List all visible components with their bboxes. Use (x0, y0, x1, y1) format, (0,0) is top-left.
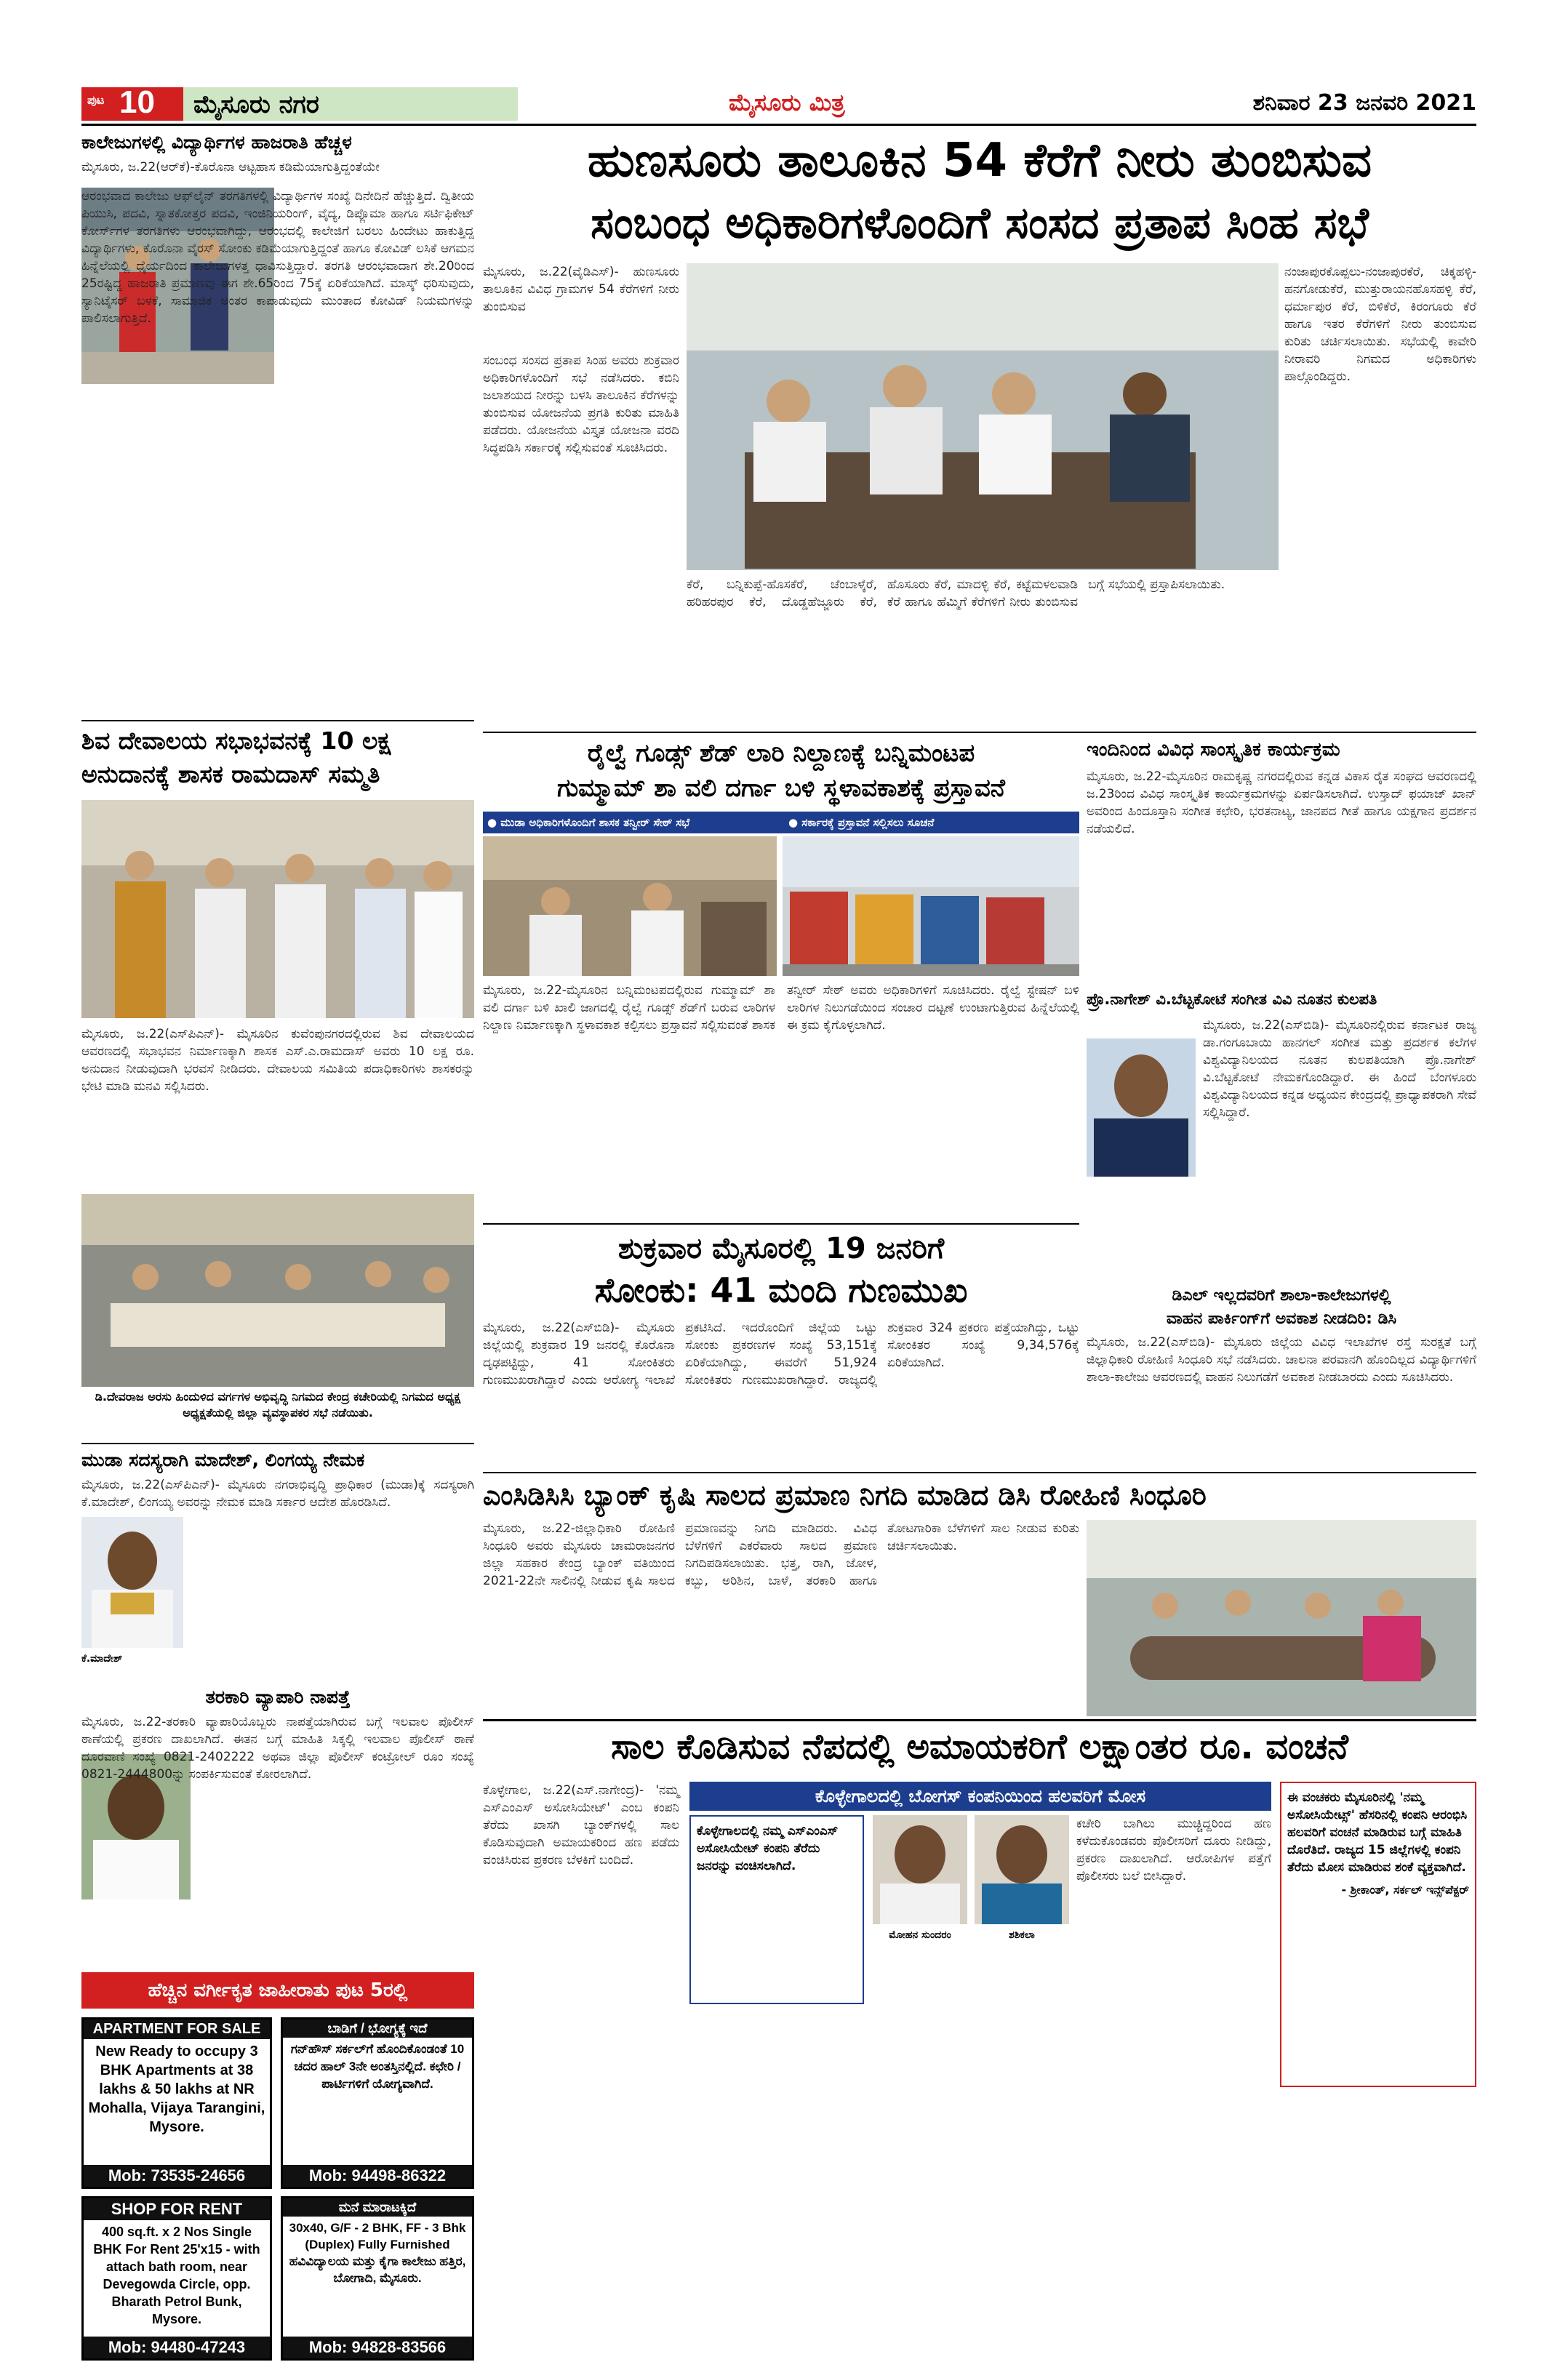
section-title-box (183, 87, 518, 121)
ad1-phone: Mob: 73535-24656 (84, 2165, 270, 2187)
covid-body: ಮೈಸೂರು, ಜ.22(ಎಸ್‌ಬಿಡಿ)- ಮೈಸೂರು ಜಿಲ್ಲೆಯಲ್ಲಿ ಶುಕ್ರವಾರ 19 ಜನರಲ್ಲಿ ಕೊರೊನಾ ದೃಢಪಟ್ಟಿದ್ದು, 41 ಸೋಂಕಿತರು ಗುಣಮುಖರಾಗಿದ್ದಾರೆ ಎಂದು ಆರೋಗ್ಯ ಇಲಾಖೆ ಪ್ರಕಟಿಸಿದೆ. ಇದರೊಂದಿಗೆ ಜಿಲ್ಲೆಯ ಒಟ್ಟು ಸೋಂಕು ಪ್ರಕರಣಗಳ ಸಂಖ್ಯೆ 53,151ಕ್ಕೆ ಏರಿಕೆಯಾಗಿದ್ದು, ಈವರೆಗೆ 51,924 ಸೋಂಕಿತರು ಗುಣಮುಖರಾಗಿದ್ದಾರೆ. ರಾಜ್ಯದಲ್ಲಿ ಶುಕ್ರವಾರ 324 ಪ್ರಕರಣ ಪತ್ತೆಯಾಗಿದ್ದು, ಒಟ್ಟು ಸೋಂಕಿತರ ಸಂಖ್ಯೆ 9,34,576ಕ್ಕೆ ಏರಿಕೆಯಾಗಿದೆ. (483, 1321, 1079, 1388)
ad-apartment-for-sale (81, 2017, 272, 2189)
ad2-body: ಗನ್‌ಹೌಸ್ ಸರ್ಕಲ್‌ಗೆ ಹೊಂದಿಕೊಂಡಂತೆ 10 ಚದರ ಹಾಲ್ 3ನೇ ಅಂತಸ್ತಿನಲ್ಲಿದೆ. ಕಛೇರಿ / ಪಾರ್ಟಿಗಳಿಗೆ ಯೋಗ್ಯವಾಗಿದೆ. (290, 2042, 465, 2091)
vc-story (1087, 988, 1476, 1278)
railway-subcaption-bar (483, 812, 1079, 833)
vc-headline: ಪ್ರೊ.ನಾಗೇಶ್ ವಿ.ಬೆಟ್ಟಕೋಟೆ ಸಂಗೀತ ವಿವಿ ನೂತನ ಕುಲಪತಿ (1087, 990, 1377, 1008)
dc-meeting-photo (1087, 1520, 1476, 1716)
missing-story (81, 1684, 474, 1975)
page-label: ಪುಟ (87, 93, 105, 107)
ad4-body: 30x40, G/F - 2 BHK, FF - 3 Bhk (Duplex) Fully Furnished ಹವಿವಿದ್ಯಾಲಯ ಮತ್ತು ಕೈಗಾ ಕಾಲೇಜು ಹತ್ತಿರ, ಬೋಗಾದಿ, ಮೈಸೂರು. (289, 2221, 466, 2285)
ad2-heading: ಬಾಡಿಗೆ / ಭೋಗ್ಯಕ್ಕೆ ಇದೆ (283, 2019, 472, 2038)
page-number-box (81, 87, 183, 121)
fraud-byline: - ಶ್ರೀಕಾಂತ್, ಸರ್ಕಲ್ ಇನ್ಸ್‌ಪೆಕ್ಟರ್ (1341, 1883, 1469, 1897)
left-top-body: ಆರಂಭವಾದ ಕಾಲೇಜು ಆಫ್‌ಲೈನ್ ತರಗತಿಗಳಲ್ಲಿ ವಿದ್ಯಾರ್ಥಿಗಳ ಸಂಖ್ಯೆ ದಿನೇದಿನೆ ಹೆಚ್ಚುತ್ತಿದೆ. ದ್ವಿತೀಯ ಪಿಯುಸಿ, ಪದವಿ, ಸ್ನಾತಕೋತ್ತರ ಪದವಿ, ಇಂಜಿನಿಯರಿಂಗ್, ವೈದ್ಯ, ಡಿಪ್ಲೊಮಾ ಹಾಗೂ ಸರ್ಟಿಫಿಕೇಟ್ ಕೋರ್ಸ್‌ಗಳ ತರಗತಿಗಳು ಆರಂಭವಾಗಿದ್ದು, ಆರಂಭದಲ್ಲಿ ಕಾಲೇಜಿಗೆ ಬರಲು ಹಿಂದೇಟು ಹಾಕುತ್ತಿದ್ದ ವಿದ್ಯಾರ್ಥಿಗಳು, ಕೊರೊನಾ ವೈರಸ್ ಸೋಂಕು ಕಡಿಮೆಯಾಗುತ್ತಿದ್ದಂತೆ ಹಾಗೂ ಕೋವಿಡ್ ಲಸಿಕೆ ಆಗಮನ ಹಿನ್ನೆಲೆಯಲ್ಲಿ ಧೈರ್ಯದಿಂದ ಕಾಲೇಜುಗಳತ್ತ ಧಾವಿಸುತ್ತಿದ್ದಾರೆ. ತರಗತಿ ಆರಂಭವಾದಾಗ ಶೇ.20ರಿಂದ 25ರಷ್ಟಿದ್ದ ಹಾಜರಾತಿ ಪ್ರಮಾಣವು ಈಗ ಶೇ.65ರಿಂದ 75ಕ್ಕೆ ಏರಿಕೆಯಾಗಿದೆ. ಮಾಸ್ಕ್ ಧರಿಸುವುದು, ಸ್ಯಾನಿಟೈಸರ್ ಬಳಕೆ, ಸಾಮಾಜಿಕ ಅಂತರ ಕಾಪಾಡುವುದು ಮುಂತಾದ ಕೋವಿಡ್ ನಿಯಮಗಳನ್ನು ಪಾಲಿಸಲಾಗುತ್ತಿದೆ. (81, 189, 474, 326)
fraud-body-2: ಕಚೇರಿ ಬಾಗಿಲು ಮುಚ್ಚಿದ್ದರಿಂದ ಹಣ ಕಳೆದುಕೊಂಡವರು ಪೊಲೀಸರಿಗೆ ದೂರು ನೀಡಿದ್ದು, ಪ್ರಕರಣ ದಾಖಲಾಗಿದೆ. ಆರೋಪಿಗಳ ಪತ್ತೆಗೆ ಪೊಲೀಸರು ಬಲೆ ಬೀಸಿದ್ದಾರೆ. (1076, 1817, 1271, 1883)
shiva-headline-1: ಶಿವ ದೇವಾಲಯ ಸಭಾಭವನಕ್ಕೆ 10 ಲಕ್ಷ (81, 726, 391, 755)
left-top-story (81, 129, 474, 718)
covid-headline-2: ಸೋಂಕು: 41 ಮಂದಿ ಗುಣಮುಖ (594, 1270, 968, 1310)
ad-rent-lease (281, 2017, 474, 2189)
muda-headline: ಮುಡಾ ಸದಸ್ಯರಾಗಿ ಮಾದೇಶ್, ಲಿಂಗಯ್ಯ ನೇಮಕ (81, 1449, 365, 1470)
railway-story (483, 736, 1079, 1216)
shiva-body: ಮೈಸೂರು, ಜ.22(ಎಸ್‌ಪಿಎನ್)- ಮೈಸೂರಿನ ಕುವೆಂಪುನಗರದಲ್ಲಿರುವ ಶಿವ ದೇವಾಲಯದ ಆವರಣದಲ್ಲಿ ಸಭಾಭವನ ನಿರ್ಮಾಣಕ್ಕಾಗಿ ಶಾಸಕ ಎಸ್.ಎ.ರಾಮದಾಸ್ ಅವರು 10 ಲಕ್ಷ ರೂ. ಅನುದಾನ ನೀಡುವುದಾಗಿ ಭರವಸೆ ನೀಡಿದರು. ದೇವಾಲಯ ಸಮಿತಿಯ ಪದಾಧಿಕಾರಿಗಳು ಶಾಸಕರನ್ನು ಭೇಟಿ ಮಾಡಿ ಮನವಿ ಸಲ್ಲಿಸಿದರು. (81, 1027, 474, 1094)
parking-story (1087, 1284, 1476, 1469)
backward-classes-meeting-photo (81, 1194, 474, 1387)
missing-body: ಮೈಸೂರು, ಜ.22-ತರಕಾರಿ ವ್ಯಾಪಾರಿಯೊಬ್ಬರು ನಾಪತ್ತೆಯಾಗಿರುವ ಬಗ್ಗೆ ಇಲವಾಲ ಪೊಲೀಸ್ ಠಾಣೆಯಲ್ಲಿ ಪ್ರಕರಣ ದಾಖಲಾಗಿದೆ. ಈತನ ಬಗ್ಗೆ ಮಾಹಿತಿ ಸಿಕ್ಕಲ್ಲಿ ಇಲವಾಲ ಪೊಲೀಸ್ ಠಾಣೆ ದೂರವಾಣಿ ಸಂಖ್ಯೆ 0821-2402222 ಅಥವಾ ಜಿಲ್ಲಾ ಪೊಲೀಸ್ ಕಂಟ್ರೋಲ್ ರೂಂ ಸಂಖ್ಯೆ 0821-2444800ನ್ನು ಸಂಪರ್ಕಿಸುವಂತೆ ಕೋರಲಾಗಿದೆ. (81, 1715, 474, 1782)
missing-headline: ತರಕಾರಿ ವ್ಯಾಪಾರಿ ನಾಪತ್ತೆ (205, 1686, 351, 1708)
pratap-simha-meeting-photo (687, 263, 1279, 570)
madesh-caption: ಕೆ.ಮಾದೇಶ್ (81, 1653, 123, 1665)
classified-banner-text: ಹೆಚ್ಚಿನ ವರ್ಗೀಕೃತ ಜಾಹೀರಾತು ಪುಟ 5ರಲ್ಲಿ (148, 1979, 408, 2001)
section-title: ಮೈಸೂರು ನಗರ (193, 90, 319, 119)
ad4-heading: ಮನೆ ಮಾರಾಟಕ್ಕಿದೆ (283, 2198, 472, 2217)
main-story-body-right: ನಂಜಾಪುರಕೊಪ್ಪಲು-ನಂಜಾಪುರಕೆರೆ, ಚಿಕ್ಕಹಳ್ಳಿ-ಹನಗೋಡುಕೆರೆ, ಮುತ್ತುರಾಯನಹೊಸಹಳ್ಳಿ ಕೆರೆ, ಧರ್ಮಾಪುರ ಕೆರೆ, ಬಿಳಿಕೆರೆ, ಕಿರಂಗೂರು ಕೆರೆ ಹಾಗೂ ಇತರ ಕೆರೆಗಳಿಗೆ ನೀರು ತುಂಬಿಸುವ ಕುರಿತು ಚರ್ಚಿಸಲಾಯಿತು. ಸಭೆಯಲ್ಲಿ ಕಾವೇರಿ ನೀರಾವರಿ ನಿಗಮದ ಅಧಿಕಾರಿಗಳು ಪಾಲ್ಗೊಂಡಿದ್ದರು. (1284, 265, 1476, 384)
culture-body: ಮೈಸೂರು, ಜ.22-ಮೈಸೂರಿನ ರಾಮಕೃಷ್ಣ ನಗರದಲ್ಲಿರುವ ಕನ್ನಡ ವಿಕಾಸ ರೈತ ಸಂಘದ ಆವರಣದಲ್ಲಿ ಜ.23ರಿಂದ ವಿವಿಧ ಸಾಂಸ್ಕೃತಿಕ ಕಾರ್ಯಕ್ರಮಗಳನ್ನು ಏರ್ಪಡಿಸಲಾಗಿದೆ. ಉಸ್ತಾದ್ ಫಯಾಜ್ ಖಾನ್ ಅವರಿಂದ ಹಿಂದೂಸ್ತಾನಿ ಸಂಗೀತ ಕಛೇರಿ, ಭರತನಾಟ್ಯ, ಜಾನಪದ ಗೀತೆ ಹಾಗೂ ಯಕ್ಷಗಾನ ಪ್ರದರ್ಶನ ನಡೆಯಲಿದೆ. (1087, 769, 1476, 836)
fraud-right-text: ಈ ವಂಚಕರು ಮೈಸೂರಿನಲ್ಲಿ 'ನಮ್ಮ ಅಸೋಸಿಯೇಟ್ಸ್' ಹೆಸರಿನಲ್ಲಿ ಕಂಪನಿ ಆರಂಭಿಸಿ ಹಲವರಿಗೆ ವಂಚನೆ ಮಾಡಿರುವ ಬಗ್ಗೆ ಮಾಹಿತಿ ದೊರೆತಿದೆ. ರಾಜ್ಯದ 15 ಜಿಲ್ಲೆಗಳಲ್ಲಿ ಕಂಪನಿ ತೆರೆದು ಮೋಸ ಮಾಡಿರುವ ಶಂಕೆ ವ್ಯಕ್ತವಾಗಿದೆ. (1287, 1790, 1468, 1875)
shiva-temple-story (81, 724, 474, 1190)
muda-body-continued (191, 1520, 474, 1665)
fraud-headline: ಸಾಲ ಕೊಡಿಸುವ ನೆಪದಲ್ಲಿ ಅಮಾಯಕರಿಗೆ ಲಕ್ಷಾಂತರ ರೂ. ವಂಚನೆ (611, 1726, 1348, 1767)
railway-headline-2: ಗುಮ್ಮಾಮ್ ಶಾ ವಲಿ ದರ್ಗಾ ಬಳಿ ಸ್ಥಳಾವಕಾಶಕ್ಕೆ ಪ್ರಸ್ತಾವನೆ (556, 774, 1006, 803)
culture-story (1087, 736, 1476, 983)
ad-house-for-sale (281, 2196, 474, 2361)
muda-rule (81, 1443, 474, 1444)
fraud-story (483, 1724, 1476, 2361)
ad3-heading: SHOP FOR RENT (84, 2198, 270, 2220)
madesh-portrait (81, 1517, 183, 1648)
fraud-body-1: ಕೊಳ್ಳೇಗಾಲ, ಜ.22(ಎಸ್.ನಾಗೇಂದ್ರ)- 'ನಮ್ಮ ಎಸ್‌ಎಂಎಸ್ ಅಸೋಸಿಯೇಟ್' ಎಂಬ ಕಂಪನಿ ತೆರೆದು ಖಾಸಗಿ ಬ್ಯಾಂಕ್‌ಗಳಲ್ಲಿ ಸಾಲ ಕೊಡಿಸುವುದಾಗಿ ಅಮಾಯಕರಿಂದ ಹಣ ಪಡೆದು ವಂಚಿಸಿರುವ ಪ್ರಕರಣ ಬೆಳಕಿಗೆ ಬಂದಿದೆ. (483, 1783, 679, 1867)
ad2-phone: Mob: 94498-86322 (283, 2165, 472, 2187)
parking-body: ಮೈಸೂರು, ಜ.22(ಎಸ್‌ಬಿಡಿ)- ಮೈಸೂರು ಜಿಲ್ಲೆಯ ವಿವಿಧ ಇಲಾಖೆಗಳ ರಸ್ತೆ ಸುರಕ್ಷತೆ ಬಗ್ಗೆ ಜಿಲ್ಲಾಧಿಕಾರಿ ರೋಹಿಣಿ ಸಿಂಧೂರಿ ಸಭೆ ನಡೆಸಿದರು. ಚಾಲನಾ ಪರವಾನಗಿ ಹೊಂದಿಲ್ಲದ ವಿದ್ಯಾರ್ಥಿಗಳಿಗೆ ಶಾಲಾ-ಕಾಲೇಜು ಆವರಣದಲ್ಲಿ ವಾಹನ ನಿಲುಗಡೆಗೆ ಅವಕಾಶ ನೀಡಬಾರದು ಎಂದು ಸೂಚಿಸಿದರು. (1087, 1335, 1476, 1385)
page-number: 10 (119, 86, 155, 120)
issue-date: ಶನಿವಾರ 23 ಜನವರಿ 2021 (1252, 90, 1476, 116)
main-story-body-bottom: ಕೆರೆ, ಬನ್ನಿಕುಪ್ಪೆ-ಹೊಸಕೆರೆ, ಚೆಂಬಾಳ್ಕೆರೆ, ಹರಿಹರಪುರ ಕೆರೆ, ದೊಡ್ಡಹೆಜ್ಜೂರು ಕೆರೆ, ಹೊಸೂರು ಕೆರೆ, ಮಾದಳ್ಳಿ ಕೆರೆ, ಕಟ್ಟೆಮಳಲವಾಡಿ ಕೆರೆ ಹಾಗೂ ಹೆಮ್ಮಿಗೆ ಕೆರೆಗಳಿಗೆ ನೀರು ತುಂಬಿಸುವ ಬಗ್ಗೆ ಸಭೆಯಲ್ಲಿ ಪ್ರಸ್ತಾಪಿಸಲಾಯಿತು. (687, 577, 1225, 609)
shashikala-portrait (975, 1815, 1069, 1924)
parking-headline-2: ವಾಹನ ಪಾರ್ಕಿಂಗ್‌ಗೆ ಅವಕಾಶ ನೀಡದಿರಿ: ಡಿಸಿ (1166, 1310, 1397, 1328)
railway-rule (483, 1223, 1079, 1225)
ad3-phone: Mob: 94480-47243 (84, 2337, 270, 2358)
dccb-story (483, 1476, 1476, 1716)
fraud-subhead: ಕೊಳ್ಳೇಗಾಲದಲ್ಲಿ ಬೋಗಸ್ ಕಂಪನಿಯಿಂದ ಹಲವರಿಗೆ ಮೋಸ (815, 1786, 1146, 1806)
parking-headline-1: ಡಿಎಲ್ ಇಲ್ಲದವರಿಗೆ ಶಾಲಾ-ಕಾಲೇಜುಗಳಲ್ಲಿ (1172, 1286, 1391, 1305)
fraud-subhead-bar (689, 1782, 1271, 1811)
main-story-dateline: ಮೈಸೂರು, ಜ.22(ವೈಡಿಎಸ್)- ಹುಣಸೂರು ತಾಲೂಕಿನ ವಿವಿಧ ಗ್ರಾಮಗಳ 54 ಕೆರೆಗಳಿಗೆ ನೀರು ತುಂಬಿಸುವ (483, 265, 679, 314)
main-headline-line1: ಹುಣಸೂರು ತಾಲೂಕಿನ 54 ಕೆರೆಗೆ ನೀರು ತುಂಬಿಸುವ (587, 134, 1372, 188)
header-rule (81, 124, 1476, 126)
railway-subcaption-1: ● ಮುಡಾ ಅಧಿಕಾರಿಗಳೊಂದಿಗೆ ಶಾಸಕ ತನ್ವೀರ್ ಸೇಠ್ ಸಭೆ (487, 816, 690, 829)
culture-headline: ಇಂದಿನಿಂದ ವಿವಿಧ ಸಾಂಸ್ಕೃತಿಕ ಕಾರ್ಯಕ್ರಮ (1087, 739, 1340, 761)
main-story-body-left: ಸಂಬಂಧ ಸಂಸದ ಪ್ರತಾಪ ಸಿಂಹ ಅವರು ಶುಕ್ರವಾರ ಅಧಿಕಾರಿಗಳೊಂದಿಗೆ ಸಭೆ ನಡೆಸಿದರು. ಕಬಿನಿ ಜಲಾಶಯದ ನೀರನ್ನು ಬಳಸಿ ತಾಲೂಕಿನ ಕೆರೆಗಳನ್ನು ತುಂಬಿಸುವ ಯೋಜನೆಯ ಪ್ರಗತಿ ಕುರಿತು ಮಾಹಿತಿ ಪಡೆದರು. ಯೋಜನೆಯ ವಿಸ್ತೃತ ಯೋಜನಾ ವರದಿ ಸಿದ್ಧಪಡಿಸಿ ಸರ್ಕಾರಕ್ಕೆ ಸಲ್ಲಿಸುವಂತೆ ಸೂಚಿಸಿದರು. (483, 353, 679, 455)
temple-committee-photo (81, 800, 474, 1018)
meeting-photo-caption: ಡಿ.ದೇವರಾಜ ಅರಸು ಹಿಂದುಳಿದ ವರ್ಗಗಳ ಅಭಿವೃದ್ಧಿ ನಿಗಮದ ಕೇಂದ್ರ ಕಚೇರಿಯಲ್ಲಿ ನಿಗಮದ ಅಧ್ಯಕ್ಷ ಅಧ್ಯಕ್ಷತೆಯಲ್ಲಿ ಜಿಲ್ಲಾ ವ್ಯವಸ್ಥಾಪಕರ ಸಭೆ ನಡೆಯಿತು. (95, 1390, 461, 1420)
railway-subcaption-2: ● ಸರ್ಕಾರಕ್ಕೆ ಪ್ರಸ್ತಾವನೆ ಸಲ್ಲಿಸಲು ಸೂಚನೆ (788, 816, 935, 829)
muda-body: ಮೈಸೂರು, ಜ.22(ಎಸ್‌ಪಿಎನ್)- ಮೈಸೂರು ನಗರಾಭಿವೃದ್ಧಿ ಪ್ರಾಧಿಕಾರ (ಮುಡಾ)ಕ್ಕೆ ಸದಸ್ಯರಾಗಿ ಕೆ.ಮಾದೇಶ್, ಲಿಂಗಯ್ಯ ಅವರನ್ನು ನೇಮಕ ಮಾಡಿ ಸರ್ಕಾರ ಆದೇಶ ಹೊರಡಿಸಿದೆ. (81, 1478, 474, 1510)
left-top-dateline: ಮೈಸೂರು, ಜ.22(ಆರ್‌ಕೆ)-ಕೊರೊನಾ ಆಟ್ಟಹಾಸ ಕಡಿಮೆಯಾಗುತ್ತಿದ್ದಂತೆಯೇ (81, 160, 380, 175)
fraud-top-rule (483, 1719, 1476, 1721)
ad1-body: New Ready to occupy 3 BHK Apartments at 38 lakhs & 50 lakhs at NR Mohalla, Vijaya Tarangini, Mysore. (88, 2043, 265, 2135)
classified-banner (81, 1972, 474, 2009)
lorries-parking-photo (783, 836, 1079, 976)
railway-headline-1: ರೈಲ್ವೆ ಗೂಡ್ಸ್ ಶೆಡ್ ಲಾರಿ ನಿಲ್ದಾಣಕ್ಕೆ ಬನ್ನಿಮಂಟಪ (587, 739, 975, 768)
shiva-headline-2: ಅನುದಾನಕ್ಕೆ ಶಾಸಕ ರಾಮದಾಸ್ ಸಮ್ಮತಿ (81, 760, 380, 788)
ad1-heading: APARTMENT FOR SALE (84, 2019, 270, 2039)
main-headline (483, 129, 1476, 257)
left-top-headline: ಕಾಲೇಜುಗಳಲ್ಲಿ ವಿದ್ಯಾರ್ಥಿಗಳ ಹಾಜರಾತಿ ಹೆಚ್ಚಳ (81, 132, 352, 153)
dccb-body: ಮೈಸೂರು, ಜ.22-ಜಿಲ್ಲಾಧಿಕಾರಿ ರೋಹಿಣಿ ಸಿಂಧೂರಿ ಅವರು ಮೈಸೂರು ಚಾಮರಾಜನಗರ ಜಿಲ್ಲಾ ಸಹಕಾರ ಕೇಂದ್ರ ಬ್ಯಾಂಕ್ ವತಿಯಿಂದ 2021-22ನೇ ಸಾಲಿನಲ್ಲಿ ನೀಡುವ ಕೃಷಿ ಸಾಲದ ಪ್ರಮಾಣವನ್ನು ನಿಗದಿ ಮಾಡಿದರು. ವಿವಿಧ ಬೆಳೆಗಳಿಗೆ ಎಕರೆವಾರು ಸಾಲದ ಪ್ರಮಾಣ ನಿಗದಿಪಡಿಸಲಾಯಿತು. ಭತ್ತ, ರಾಗಿ, ಜೋಳ, ಕಬ್ಬು, ಅರಿಶಿನ, ಬಾಳೆ, ತರಕಾರಿ ಹಾಗೂ ತೋಟಗಾರಿಕಾ ಬೆಳೆಗಳಿಗೆ ಸಾಲ ನೀಡುವ ಕುರಿತು ಚರ್ಚಿಸಲಾಯಿತು. (483, 1521, 1079, 1588)
main-headline-line2: ಸಂಬಂಧ ಅಧಿಕಾರಿಗಳೊಂದಿಗೆ ಸಂಸದ ಪ್ರತಾಪ ಸಿಂಹ ಸಭೆ (591, 198, 1369, 249)
covid-headline-1: ಶುಕ್ರವಾರ ಮೈಸೂರಲ್ಲಿ 19 ಜನರಿಗೆ (617, 1232, 945, 1265)
tanveer-sait-meeting-photo (483, 836, 777, 976)
nagesh-portrait (1087, 1038, 1196, 1177)
shashikala-caption: ಶಶಿಕಲಾ (1009, 1929, 1035, 1941)
mohan-caption: ಮೋಹನ ಸುಂದರಂ (889, 1929, 951, 1941)
left-top-rule (81, 720, 474, 721)
vc-body: ಮೈಸೂರು, ಜ.22(ಎಸ್‌ಬಿಡಿ)- ಮೈಸೂರಿನಲ್ಲಿರುವ ಕರ್ನಾಟಕ ರಾಜ್ಯ ಡಾ.ಗಂಗೂಬಾಯಿ ಹಾನಗಲ್ ಸಂಗೀತ ಮತ್ತು ಪ್ರದರ್ಶಕ ಕಲೆಗಳ ವಿಶ್ವವಿದ್ಯಾನಿಲಯದ ನೂತನ ಕುಲಪತಿಯಾಗಿ ಪ್ರೊ.ನಾಗೇಶ್ ವಿ.ಬೆಟ್ಟಕೋಟೆ ನೇಮಕಗೊಂಡಿದ್ದಾರೆ. ಈ ಹಿಂದೆ ಬೆಂಗಳೂರು ವಿಶ್ವವಿದ್ಯಾನಿಲಯದ ಕನ್ನಡ ಅಧ್ಯಯನ ಕೇಂದ್ರದಲ್ಲಿ ಪ್ರಾಧ್ಯಾಪಕರಾಗಿ ಸೇವೆ ಸಲ್ಲಿಸಿದ್ದಾರೆ. (1203, 1018, 1476, 1120)
mohan-sundaram-portrait (873, 1815, 967, 1924)
dccb-top-rule (483, 1472, 1476, 1473)
masthead: ಮೈಸೂರು ಮಿತ್ರ (729, 89, 845, 116)
fraud-box-text: ಕೊಳ್ಳೇಗಾಲದಲ್ಲಿ ನಮ್ಮ ಎಸ್‌ಎಂಎಸ್ ಅಸೋಸಿಯೇಟ್ ಕಂಪನಿ ತೆರೆದು ಜನರನ್ನು ವಂಚಿಸಲಾಗಿದೆ. (697, 1824, 839, 1873)
main-story-rule (483, 732, 1476, 733)
ad-shop-for-rent (81, 2196, 272, 2361)
dccb-headline: ಎಂಸಿಡಿಸಿಸಿ ಬ್ಯಾಂಕ್ ಕೃಷಿ ಸಾಲದ ಪ್ರಮಾಣ ನಿಗದಿ ಮಾಡಿದ ಡಿಸಿ ರೋಹಿಣಿ ಸಿಂಧೂರಿ (483, 1479, 1207, 1511)
ad3-body: 400 sq.ft. x 2 Nos Single BHK For Rent 25'x15 - with attach bath room, near Devegowda Circle, opp. Bharath Petrol Bunk, Mysore. (93, 2225, 260, 2326)
fraud-right-box (1280, 1782, 1476, 2087)
covid-story (483, 1229, 1079, 1469)
page-header (81, 86, 1476, 122)
fraud-highlight-box (689, 1815, 864, 2004)
railway-body: ಮೈಸೂರು, ಜ.22-ಮೈಸೂರಿನ ಬನ್ನಿಮಂಟಪದಲ್ಲಿರುವ ಗುಮ್ಮಾಮ್ ಶಾ ವಲಿ ದರ್ಗಾ ಬಳಿ ಖಾಲಿ ಜಾಗದಲ್ಲಿ ರೈಲ್ವೆ ಗೂಡ್ಸ್ ಶೆಡ್‌ಗೆ ಬರುವ ಲಾರಿಗಳ ನಿಲ್ದಾಣ ನಿರ್ಮಾಣಕ್ಕಾಗಿ ಸ್ಥಳಾವಕಾಶ ಕಲ್ಪಿಸಲು ಪ್ರಸ್ತಾವನೆ ಸಲ್ಲಿಸುವಂತೆ ಶಾಸಕ ತನ್ವೀರ್ ಸೇಠ್ ಅವರು ಅಧಿಕಾರಿಗಳಿಗೆ ಸೂಚಿಸಿದರು. ರೈಲ್ವೆ ಸ್ಟೇಷನ್ ಬಳಿ ಲಾರಿಗಳ ನಿಲುಗಡೆಯಿಂದ ಸಂಚಾರ ದಟ್ಟಣೆ ಉಂಟಾಗುತ್ತಿರುವ ಹಿನ್ನೆಲೆಯಲ್ಲಿ ಈ ಕ್ರಮ ಕೈಗೊಳ್ಳಲಾಗಿದೆ. (483, 983, 1079, 1033)
ad4-phone: Mob: 94828-83566 (283, 2337, 472, 2358)
